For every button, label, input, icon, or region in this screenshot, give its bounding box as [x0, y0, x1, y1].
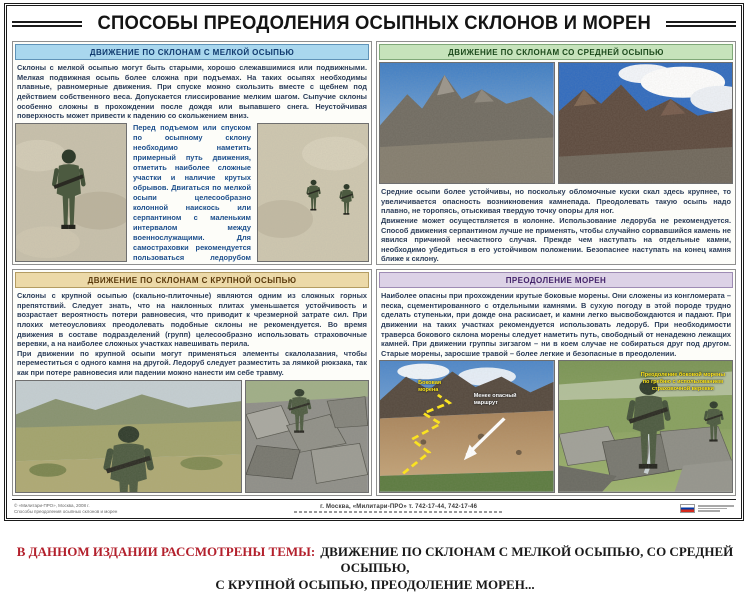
photo-medium-scree-ridge	[558, 62, 734, 184]
photo-large-scree-boulders	[245, 380, 369, 493]
photo-medium-scree-peak	[379, 62, 555, 184]
title-rule-left	[12, 21, 82, 27]
poster-title: СПОСОБЫ ПРЕОДОЛЕНИЯ ОСЫПНЫХ СКЛОНОВ И МОРЕН	[97, 13, 651, 34]
imprint-copyright: © «Милитари-ПРО», Москва, 2008 г.	[14, 502, 90, 508]
section-fine-scree	[12, 41, 372, 265]
fine-scree-photo-band	[15, 123, 369, 262]
themes-banner	[0, 544, 750, 593]
russia-flag-icon	[680, 504, 695, 513]
section-fine-scree-header: ДВИЖЕНИЕ ПО СКЛОНАМ С МЕЛКОЙ ОСЫПЬЮ	[15, 44, 369, 60]
banner-topics-1: ДВИЖЕНИЕ ПО СКЛОНАМ С МЕЛКОЙ ОСЫПЬЮ, СО СРЕДНЕЙ ОСЫПЬЮ,	[320, 544, 734, 576]
moraine-label: Боковая морена	[418, 379, 442, 393]
banner-lead: В ДАННОМ ИЗДАНИИ РАССМОТРЕНЫ ТЕМЫ:	[16, 544, 316, 559]
moraines-body: Наиболее опасны при прохождении крутые боковые морены. Они сложены из конгломерата – песка, сцементированного с отдельными камнями. В сухую погоду в этой породе трудно сделать ступеньки, при дожде она раскисает, и камни легко высвобождаются и падают. При движении на таких участках рекомендуется использовать ледоруб. При необходимости траверса бокового склона морены следует наметить путь, свободный от ненадежно лежащих камней. При движении группы зигзагом – ни в коем случае не собираться друг под другом. Старые морены, заросшие травой – более легкие и безопасные в преодолении.	[381, 291, 731, 358]
imprint-left	[14, 503, 117, 514]
photo-fine-scree-soldier	[15, 123, 127, 262]
poster	[4, 3, 744, 521]
imprint-center	[294, 504, 504, 513]
photo-moraine-route	[379, 360, 555, 493]
banner-line-1	[0, 544, 750, 577]
poster-footer	[12, 499, 736, 516]
photo-fine-scree-slope	[257, 123, 369, 262]
large-scree-body: Склоны с крупной осыпью (скально-плиточные) являются одним из сложных горных препятствий. Следует знать, что на наклонных плитах уменьшается устойчивость и возрастает вероятность потери равновесия, что приводит к чрезмерной затрате сил. При плохих метеоусловиях преодолевать подобные склоны не рекомендуется. Во время движения в составе подразделений (групп) целесообразно использовать страховочные веревки, а на наиболее сложных участках навешивать перила. При движении по крупной осыпи могут применяться элементы скалолазания, чтобы переместиться с одного камня на другой. Ледоруб следует разместить за лямкой рюкзака, так как при потере равновесия или падении можно нанести им себе травму.	[17, 291, 367, 377]
medium-scree-photo-band	[379, 62, 733, 184]
section-medium-scree-header: ДВИЖЕНИЕ ПО СКЛОНАМ СО СРЕДНЕЙ ОСЫПЬЮ	[379, 44, 733, 60]
medium-scree-body: Средние осыпи более устойчивы, но поскольку обломочные куски скал здесь крупнее, то увеличивается опасность возникновения камнепада. Преодолевать такую осыпь надо плавно, не торопясь, отыскивая твердую точку опоры для ног. Движение может осуществляется в колонне. Использование ледоруба не рекомендуется. Способ движения серпантином лучше не применять, чтобы случайно сорвавшийся камень не явился причиной несчастного случая. Прежде чем наступать на отдельные камни, необходимо убедиться в его устойчивом положении. Безопаснее наступать на конец камня ближе к склону.	[381, 187, 731, 264]
large-scree-photo-band	[15, 380, 369, 493]
title-rule-right	[666, 21, 736, 27]
section-moraines-header: ПРЕОДОЛЕНИЕ МОРЕН	[379, 272, 733, 288]
section-large-scree-header: ДВИЖЕНИЕ ПО СКЛОНАМ С КРУПНОЙ ОСЫПЬЮ	[15, 272, 369, 288]
photo-moraine-ridge	[558, 360, 734, 493]
poster-title-row	[12, 9, 736, 39]
photo-large-scree-valley	[15, 380, 242, 493]
section-moraines	[376, 269, 736, 496]
section-medium-scree	[376, 41, 736, 265]
section-large-scree	[12, 269, 372, 496]
banner-topics-2: С КРУПНОЙ ОСЫПЬЮ, ПРЕОДОЛЕНИЕ МОРЕН...	[215, 576, 535, 592]
fine-scree-column-text: Перед подъемом или спуском по осыпному склону необходимо наметить примерный путь движения, отметить наиболее сложные участки и наличие крутых обрывов. Двигаться по мелкой осыпи целесообразно колонной наискось или серпантином с маленьким интервалом между военнослужащими. Для самостраховки рекомендуется пользоваться ледорубом	[133, 122, 251, 262]
moraine-ridge-caption: Преодоление боковой морены по гребню с использованием страховочной веревки	[640, 371, 726, 392]
fine-scree-intro: Склоны с мелкой осыпью могут быть старыми, хорошо слежавшимися или подвижными. Мелкая подвижная осыпь более сложна при подъемах. На таких осыпях необходимы плавные, равномерные движения. При спуске можно скользить вместе с щебнем под действием собственного веса. Допускается глиссирование мелким шагом. Сыпучие склоны особенно сложны в прохождении после дождя или выпавшего снега. Неустойчивая поверхность может привести к падению со скольжением вниз.	[17, 63, 367, 121]
moraines-photo-band	[379, 360, 733, 493]
route-label: Менее опасный маршрут	[473, 392, 517, 406]
imprint-right	[680, 504, 734, 513]
imprint-publisher: г. Москва, «Милитари-ПРО» т. 742-17-44, 742-17-46	[320, 504, 478, 510]
publisher-logo	[698, 505, 734, 512]
imprint-fine-print	[294, 511, 504, 513]
sections-grid	[12, 41, 736, 496]
imprint-poster-name: Способы преодоления осыпных склонов и морен	[14, 508, 118, 514]
